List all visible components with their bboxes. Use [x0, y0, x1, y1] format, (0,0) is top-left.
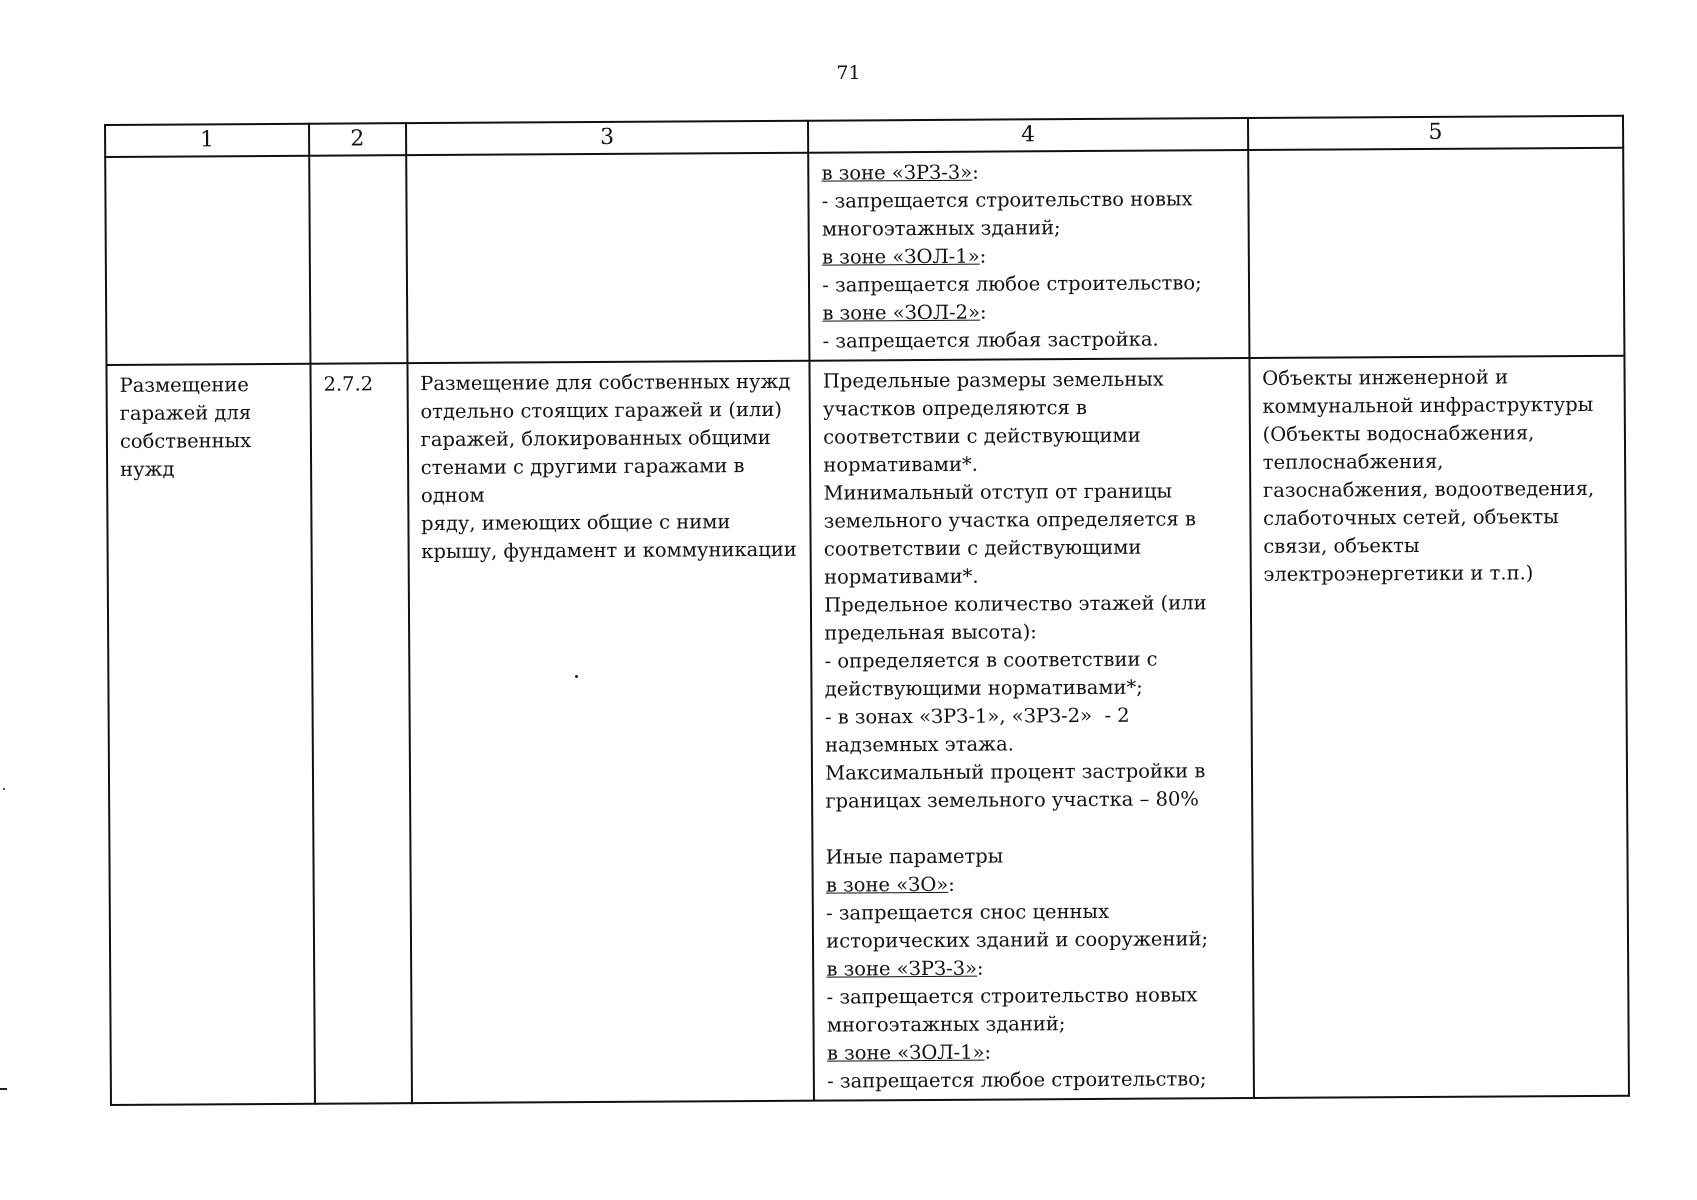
header-cell-2: 2 [309, 123, 406, 156]
text-line: (Объекты водоснабжения, [1262, 421, 1535, 446]
text-line: - запрещается любая застройка. [822, 327, 1159, 353]
zone-heading-line [826, 953, 1240, 984]
text-line: слаботочных сетей, объекты [1263, 505, 1559, 530]
zone-name: в зоне «ЗОЛ-1» [826, 1040, 985, 1065]
zone-colon: : [979, 300, 987, 324]
scan-edge-tick [3, 788, 5, 790]
continuation-row [105, 148, 1624, 365]
text-line: - запрещается строительство новых [821, 187, 1193, 213]
text-line: газоснабжения, водоотведения, [1262, 476, 1595, 502]
zone-heading-line [822, 241, 1236, 272]
text-line: отдельно стоящих гаражей и (или) [420, 397, 782, 424]
text-line: Минимальный отступ от границы [823, 479, 1173, 505]
header-cell-1: 1 [105, 124, 309, 157]
text-line: надземных этажа. [825, 732, 1014, 757]
cont-cell-5 [1248, 148, 1625, 358]
text-line: крышу, фундамент и коммуникации [421, 537, 797, 564]
cont-cell-1 [105, 156, 310, 365]
zone-colon: : [984, 1040, 992, 1064]
text-line: связи, объекты [1263, 533, 1420, 558]
text-line: гаражей для [119, 401, 252, 425]
text-line: соответствии с действующими [823, 423, 1141, 449]
page-number: 71 [836, 62, 861, 84]
zone-name: в зоне «ЗРЗ-3» [821, 160, 973, 185]
text-line: Размещение [119, 373, 249, 397]
text-line: стенами с другими гаражами в одном [420, 454, 751, 508]
text-line: границах земельного участка – 80% [825, 787, 1199, 813]
header-cell-5: 5 [1248, 116, 1624, 150]
text-line: гаражей, блокированных общими [420, 425, 771, 452]
scan-edge-mark [0, 1088, 7, 1090]
zone-colon: : [976, 956, 984, 980]
zone-heading-line [827, 1037, 1241, 1068]
text-line: - запрещается снос ценных [826, 899, 1110, 925]
land-use-name-cell [106, 364, 314, 1105]
zone-heading-line [821, 157, 1235, 188]
zone-name: в зоне «ЗО» [825, 872, 949, 897]
cont-cell-4 [808, 150, 1249, 361]
text-line: - в зонах «ЗРЗ-1», «ЗРЗ-2» - 2 [824, 703, 1130, 729]
text-line: земельного участка определяется в [823, 507, 1196, 533]
text-line: нужд [120, 457, 175, 481]
header-cell-4: 4 [808, 118, 1248, 153]
text-line: 2.7.2 [323, 372, 374, 396]
text-line: многоэтажных зданий; [821, 216, 1061, 241]
text-line: электроэнергетики и т.п.) [1263, 561, 1534, 586]
zone-heading-line [822, 297, 1236, 328]
header-cell-3: 3 [406, 121, 809, 155]
text-line: Максимальный процент застройки в [825, 759, 1206, 785]
cont-cell-3 [406, 153, 810, 363]
text-line: Иные параметры [825, 844, 1004, 869]
text-line: предельная высота): [824, 620, 1037, 645]
text-line: ряду, имеющих общие с ними [421, 510, 731, 536]
text-line: Размещение для собственных нужд [420, 369, 791, 396]
text-line: - запрещается строительство новых [826, 983, 1198, 1009]
zone-colon: : [948, 872, 955, 896]
text-line: Объекты инженерной и [1262, 365, 1509, 390]
land-use-description-cell [407, 361, 814, 1103]
zone-name: в зоне «ЗРЗ-3» [826, 956, 978, 981]
text-line: собственных [119, 429, 252, 453]
blank-line [826, 813, 1240, 844]
zone-name: в зоне «ЗОЛ-1» [822, 244, 980, 269]
regulations-table [104, 115, 1630, 1106]
text-line: соответствии с действующими [823, 535, 1142, 561]
text-line: Предельные размеры земельных [822, 367, 1164, 393]
cont-cell-2 [309, 155, 407, 364]
text-line: нормативами*. [823, 564, 979, 589]
text-line: нормативами*. [823, 452, 978, 477]
zone-heading-line [826, 869, 1240, 900]
zone-colon: : [972, 160, 979, 184]
scan-speck [575, 675, 578, 678]
text-line: многоэтажных зданий; [826, 1012, 1066, 1037]
text-line: теплоснабжения, [1262, 449, 1444, 474]
zone-colon: : [979, 244, 987, 268]
text-line: исторических зданий и сооружений; [826, 927, 1209, 953]
auxiliary-uses-cell [1249, 356, 1629, 1098]
text-line: - запрещается любое строительство; [822, 271, 1202, 297]
text-line: Предельное количество этажей (или [824, 591, 1207, 617]
garage-row [106, 356, 1628, 1105]
text-line: действующими нормативами*; [824, 675, 1143, 701]
text-line: участков определяются в [822, 396, 1088, 421]
zone-name: в зоне «ЗОЛ-2» [822, 300, 981, 325]
text-line: коммунальной инфраструктуры [1262, 392, 1594, 418]
text-line: - определяется в соответствии с [824, 647, 1158, 673]
land-use-code-cell [310, 363, 411, 1104]
text-line: - запрещается любое строительство; [827, 1067, 1207, 1093]
parameters-cell [810, 358, 1254, 1101]
